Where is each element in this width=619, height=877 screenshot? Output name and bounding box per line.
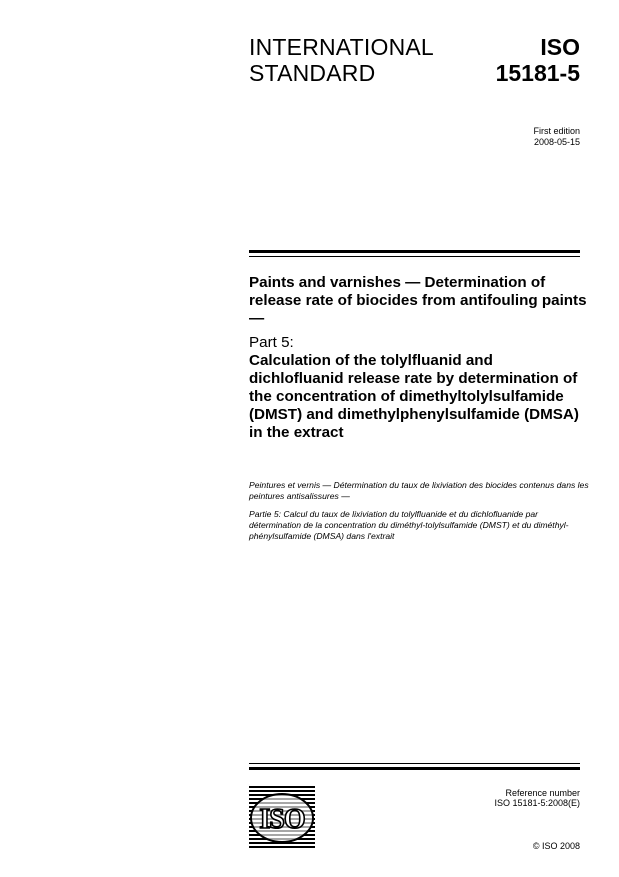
edition-label: First edition (533, 126, 580, 136)
document-type-line-2: STANDARD (249, 60, 376, 86)
edition-info (533, 126, 580, 148)
part-title: Calculation of the tolylfluanid and dichlofluanid release rate by determination of the concentration of dimethyltolylsulfamide (DMST) and dimethylphenylsulfamide (DMSA) in the extract (249, 352, 579, 441)
french-part-title: Partie 5: Calcul du taux de lixiviation du tolylfluanide et du dichlofluanide par détermination de la concentration du diméthyl-tolylsulfamide (DMST) et du diméthyl-phénylsulfamide (DMSA) dans l'extrait (249, 509, 569, 541)
document-type (249, 34, 434, 86)
iso-logo-icon (249, 786, 315, 850)
title-rule-thin (249, 256, 580, 257)
copyright: © ISO 2008 (532, 841, 580, 851)
reference-number: ISO 15181-5:2008(E) (494, 798, 580, 808)
iso-logo (249, 786, 315, 850)
edition-date: 2008-05-15 (533, 137, 580, 147)
title-rule-thick (249, 250, 580, 253)
title-block (249, 274, 589, 442)
footer-rule-thick (249, 767, 580, 770)
reference-label: Reference number (505, 788, 580, 798)
main-title: Paints and varnishes — Determination of release rate of biocides from antifouling paints — (249, 274, 587, 327)
iso-logo-text: ISO (259, 804, 305, 835)
french-main-title: Peintures et vernis — Détermination du taux de lixiviation des biocides contenus dans les peintures antisalissures — (249, 480, 589, 501)
standard-number (496, 34, 580, 86)
standard-id: 15181-5 (495, 60, 580, 86)
footer-rule-thin (249, 763, 580, 764)
document-type-line-1: INTERNATIONAL (249, 34, 434, 60)
french-title-block (249, 480, 589, 542)
standard-org: ISO (540, 34, 580, 60)
part-label: Part 5: (249, 334, 294, 351)
